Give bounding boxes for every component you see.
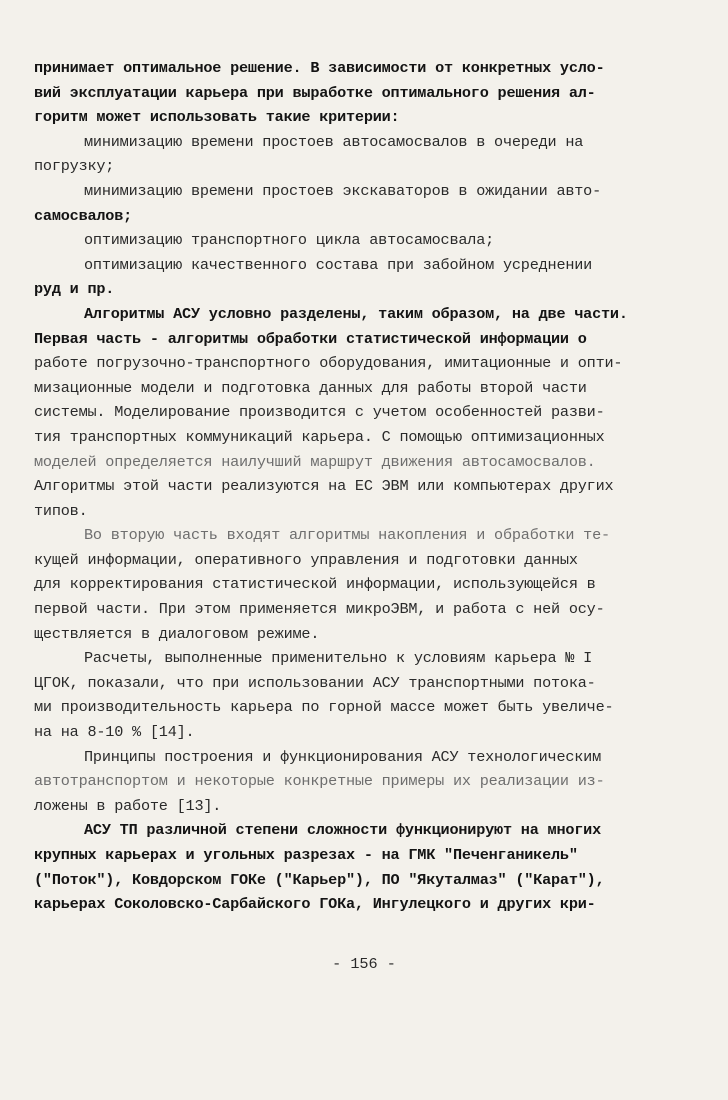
text-line: кущей информации, оперативного управления и подготовки данных	[34, 550, 578, 569]
text-line: первой части. При этом применяется микроЭВМ, и работа с ней осу-	[34, 600, 605, 619]
text-line: самосвалов;	[34, 206, 133, 225]
text-line: работе погрузочно-транспортного оборудования, имитационные и опти-	[34, 354, 623, 373]
body-text	[34, 56, 690, 917]
text-line: ложены в работе [13].	[34, 796, 222, 815]
text-line: руд и пр.	[34, 280, 115, 299]
text-line: принимает оптимальное решение. В зависимости от конкретных усло-	[34, 59, 605, 77]
text-line: Принципы построения и функционирования АСУ технологическим	[84, 747, 602, 766]
page-number: - 156 -	[332, 955, 396, 973]
text-line: погрузку;	[34, 157, 115, 176]
text-line: автотранспортом и некоторые конкретные примеры их реализации из-	[34, 772, 605, 791]
text-line: на на 8-10 % [14].	[34, 723, 195, 742]
text-line: Во вторую часть входят алгоритмы накопления и обработки те-	[84, 526, 610, 545]
text-line: ми производительность карьера по горной массе может быть увеличе-	[34, 698, 614, 717]
text-line: тия транспортных коммуникаций карьера. С помощью оптимизационных	[34, 427, 605, 446]
text-line: для корректирования статистической информации, использующейся в	[34, 575, 596, 594]
text-line: ществляется в диалоговом режиме.	[34, 624, 320, 643]
text-line: минимизацию времени простоев автосамосвалов в очереди на	[84, 132, 584, 151]
text-line: мизационные модели и подготовка данных для работы второй части	[34, 378, 587, 397]
text-line: оптимизацию качественного состава при забойном усреднении	[84, 255, 593, 274]
text-line: карьерах Соколовско-Сарбайского ГОКа, Ингулецкого и других кри-	[34, 895, 596, 914]
text-line: вий эксплуатации карьера при выработке оптимального решения ал-	[34, 83, 596, 102]
text-line: системы. Моделирование производится с учетом особенностей разви-	[34, 403, 605, 422]
text-line: Первая часть - алгоритмы обработки статистической информации о	[34, 329, 587, 348]
text-line: Алгоритмы этой части реализуются на ЕС ЭВМ или компьютерах других	[34, 477, 614, 496]
text-line: Алгоритмы АСУ условно разделены, таким образом, на две части.	[84, 304, 628, 323]
text-line: моделей определяется наилучший маршрут движения автосамосвалов.	[34, 452, 596, 471]
text-line: крупных карьерах и угольных разрезах - на ГМК "Печенганикель"	[34, 846, 578, 864]
text-line: Расчеты, выполненные применительно к условиям карьера № I	[84, 649, 593, 668]
text-line: ("Поток"), Ковдорском ГОКе ("Карьер"), ПО "Якуталмаз" ("Карат"),	[34, 870, 605, 889]
text-line: горитм может использовать такие критерии:	[34, 108, 400, 127]
text-line: оптимизацию транспортного цикла автосамосвала;	[84, 231, 495, 250]
text-line: АСУ ТП различной степени сложности функционируют на многих	[84, 821, 602, 840]
text-line: ЦГОК, показали, что при использовании АСУ транспортными потока-	[34, 673, 596, 692]
text-line: типов.	[34, 501, 88, 520]
text-line: минимизацию времени простоев экскаваторов в ожидании авто-	[84, 181, 602, 200]
